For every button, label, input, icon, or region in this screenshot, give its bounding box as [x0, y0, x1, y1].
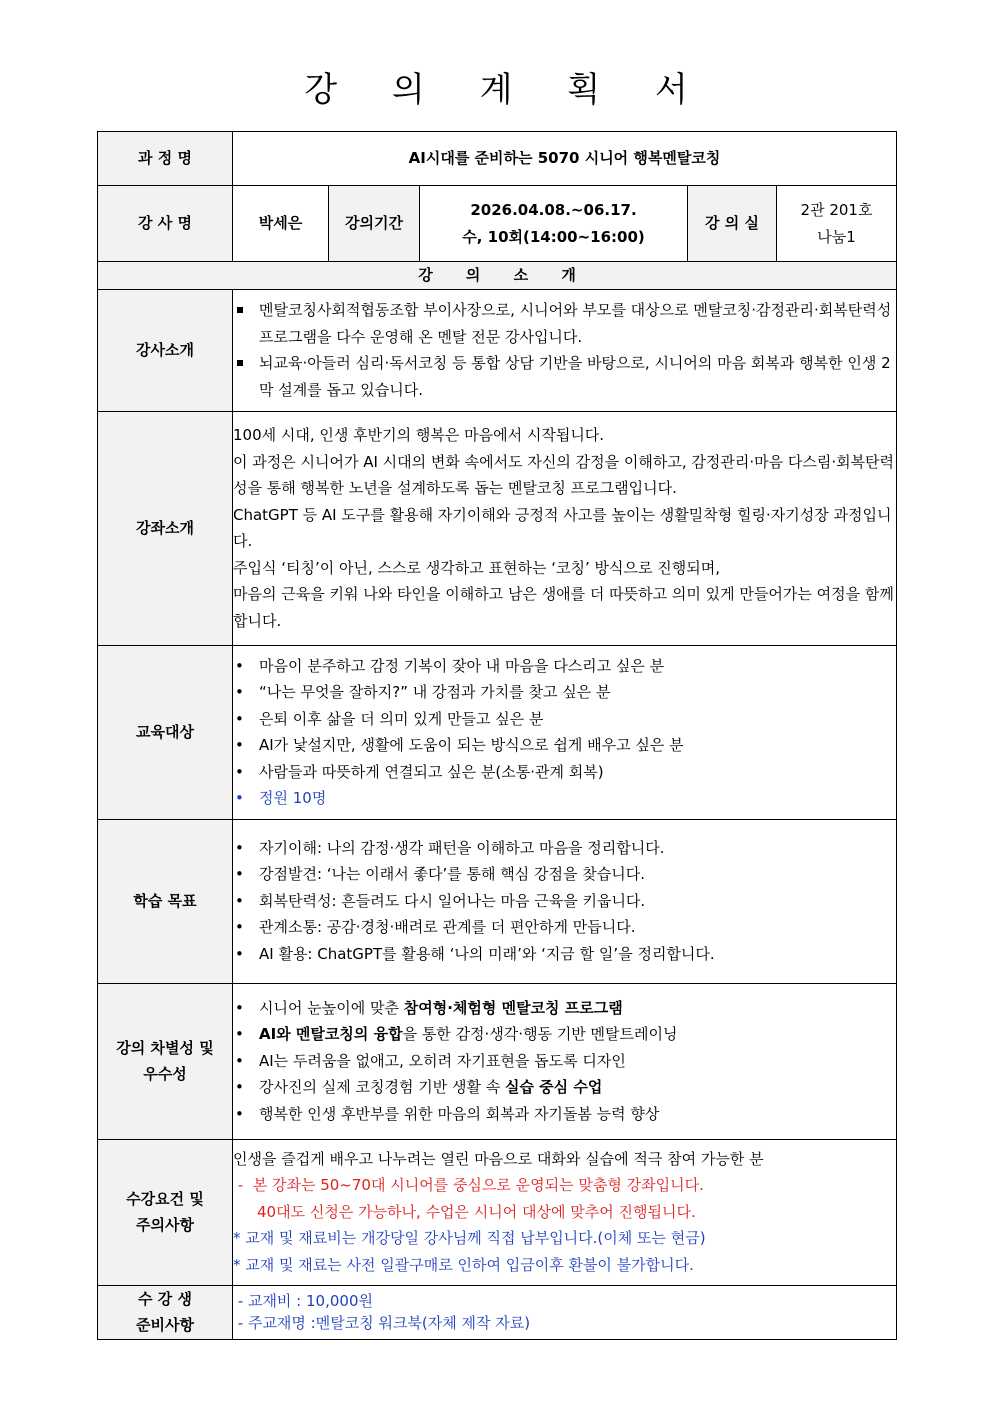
room-name: 나눔1 [817, 227, 856, 246]
prep-content [233, 1285, 897, 1339]
course-intro-line: 주입식 ‘티칭’이 아닌, 스스로 생각하고 표현하는 ‘코칭’ 방식으로 진행되며, [233, 558, 720, 577]
course-intro-line: 마음의 근육을 키워 나와 타인을 이해하고 남은 생애를 더 따뜻하고 의미 있게 만들어가는 여정을 함께합니다. [233, 585, 894, 630]
strengths-content [233, 983, 897, 1139]
intro-header-row [98, 262, 897, 290]
period-value [420, 186, 688, 262]
target-item: • “나는 무엇을 잘하지?” 내 강점과 가치를 찾고 싶은 분 [233, 679, 896, 706]
goals-label: 학습 목표 [98, 819, 233, 983]
strength-item: • AI는 두려움을 없애고, 오히려 자기표현을 돕도록 디자인 [233, 1048, 896, 1075]
course-intro-label: 강좌소개 [98, 411, 233, 645]
prep-fee: - 교재비 : 10,000원 [233, 1292, 373, 1310]
intro-section-header: 강 의 소 개 [98, 262, 897, 290]
goal-item: • 회복탄력성: 흔들려도 다시 일어나는 마음 근육을 키웁니다. [233, 888, 896, 915]
requirements-label-line: 주의사항 [136, 1216, 194, 1234]
requirements-warning: - 본 강좌는 50~70대 시니어를 중심으로 운영되는 맞춤형 강좌입니다. [233, 1176, 704, 1195]
requirements-line: 인생을 즐겁게 배우고 나누려는 열린 마음으로 대화와 실습에 적극 참여 가능한 분 [233, 1149, 764, 1168]
course-intro-line: ChatGPT 등 AI 도구를 활용해 자기이해와 긍정적 사고를 높이는 생활밀착형 힐링·자기성장 과정입니다. [233, 505, 892, 550]
strengths-label [98, 983, 233, 1139]
prep-row [98, 1285, 897, 1339]
period-label: 강의기간 [329, 186, 420, 262]
instructor-label: 강 사 명 [98, 186, 233, 262]
instructor-intro-item: 멘탈코칭사회적협동조합 부이사장으로, 시니어와 부모를 대상으로 멘탈코칭·감정관리·회복탄력성 프로그램을 다수 운영해 온 멘탈 전문 강사입니다. [233, 297, 896, 350]
strength-item: • AI와 멘탈코칭의 융합을 통한 감정·생각·행동 기반 멘탈트레이닝 [233, 1021, 896, 1048]
strength-item: • 행복한 인생 후반부를 위한 마음의 회복과 자기돌봄 능력 향상 [233, 1101, 896, 1128]
goal-item: • 관계소통: 공감·경청·배려로 관계를 더 편안하게 만듭니다. [233, 914, 896, 941]
lecture-plan-table [97, 131, 897, 1340]
strength-item: • 강사진의 실제 코칭경험 기반 생활 속 실습 중심 수업 [233, 1074, 896, 1101]
period-schedule: 수, 10회(14:00~16:00) [462, 227, 645, 246]
target-item: • 은퇴 이후 삶을 더 의미 있게 만들고 싶은 분 [233, 706, 896, 733]
strength-item: • 시니어 눈높이에 맞춘 참여형·체험형 멘탈코칭 프로그램 [233, 995, 896, 1022]
requirements-refund-note: * 교재 및 재료는 사전 일괄구매로 인하여 입금이후 환불이 불가합니다. [233, 1255, 694, 1274]
target-item: • AI가 낯설지만, 생활에 도움이 되는 방식으로 쉽게 배우고 싶은 분 [233, 732, 896, 759]
room-value [777, 186, 897, 262]
target-content [233, 645, 897, 819]
course-intro-content [233, 411, 897, 645]
target-item: • 마음이 분주하고 감정 기복이 잦아 내 마음을 다스리고 싶은 분 [233, 653, 896, 680]
course-name-row [98, 132, 897, 186]
instructor-intro-item: 뇌교육·아들러 심리·독서코칭 등 통합 상담 기반을 바탕으로, 시니어의 마음 회복과 행복한 인생 2막 설계를 돕고 있습니다. [233, 350, 896, 403]
goals-row [98, 819, 897, 983]
goal-item: • 자기이해: 나의 감정·생각 패턴을 이해하고 마음을 정리합니다. [233, 835, 896, 862]
period-dates: 2026.04.08.~06.17. [470, 201, 637, 219]
course-name-value: AI시대를 준비하는 5070 시니어 행복멘탈코칭 [233, 132, 897, 186]
requirements-row [98, 1139, 897, 1285]
course-intro-line: 100세 시대, 인생 후반기의 행복은 마음에서 시작됩니다. [233, 426, 605, 444]
instructor-intro-content [233, 289, 897, 411]
prep-label [98, 1285, 233, 1339]
requirements-warning: 40대도 신청은 가능하나, 수업은 시니어 대상에 맞추어 진행됩니다. [257, 1202, 696, 1221]
strengths-label-line: 우수성 [143, 1065, 187, 1083]
instructor-name: 박세은 [233, 186, 329, 262]
target-item: • 사람들과 따뜻하게 연결되고 싶은 분(소통·관계 회복) [233, 759, 896, 786]
room-building: 2관 201호 [800, 201, 873, 219]
course-intro-row [98, 411, 897, 645]
target-row [98, 645, 897, 819]
prep-label-line: 수 강 생 [138, 1289, 192, 1308]
prep-label-line: 준비사항 [136, 1316, 194, 1334]
instructor-intro-row [98, 289, 897, 411]
prep-textbook: - 주교재명 :멘탈코칭 워크북(자체 제작 자료) [233, 1314, 531, 1332]
strengths-row [98, 983, 897, 1139]
requirements-content [233, 1139, 897, 1285]
document-title: 강 의 계 획 서 [304, 70, 710, 110]
room-label: 강 의 실 [688, 186, 777, 262]
target-label: 교육대상 [98, 645, 233, 819]
requirements-label [98, 1139, 233, 1285]
goals-content [233, 819, 897, 983]
capacity-item: • 정원 10명 [233, 785, 896, 812]
strengths-label-line: 강의 차별성 및 [116, 1038, 214, 1057]
goal-item: • 강점발견: ‘나는 이래서 좋다’를 통해 핵심 강점을 찾습니다. [233, 861, 896, 888]
course-intro-line: 이 과정은 시니어가 AI 시대의 변화 속에서도 자신의 감정을 이해하고, 감정관리·마음 다스림·회복탄력성을 통해 행복한 노년을 설계하도록 돕는 멘탈코칭 프로그램입니다. [233, 452, 895, 497]
instructor-intro-label: 강사소개 [98, 289, 233, 411]
course-name-label: 과 정 명 [98, 132, 233, 186]
requirements-fee-note: * 교재 및 재료비는 개강당일 강사님께 직접 납부입니다.(이체 또는 현금) [233, 1229, 706, 1248]
goal-item: • AI 활용: ChatGPT를 활용해 ‘나의 미래’와 ‘지금 할 일’을 정리합니다. [233, 941, 896, 968]
instructor-row [98, 186, 897, 262]
requirements-label-line: 수강요건 및 [126, 1189, 204, 1208]
